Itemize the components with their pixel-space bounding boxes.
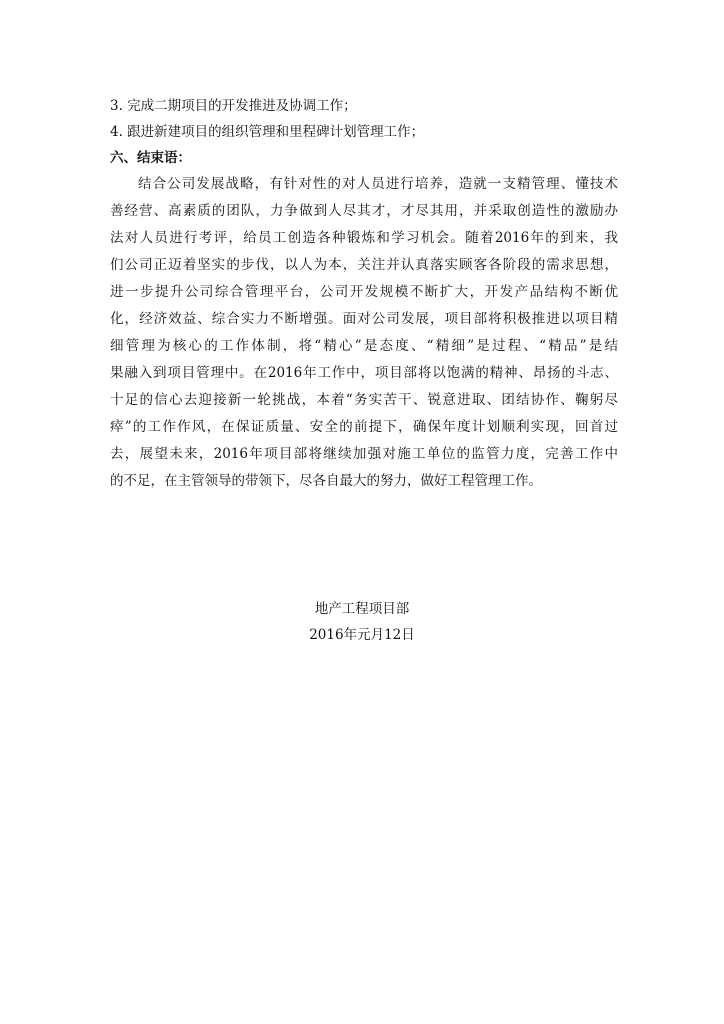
signature-date: 2016年元月12日 [309,627,415,643]
paragraph-line: 进一步提升公司综合管理平台，公司开发规模不断扩大，开发产品结构不断优 [110,284,618,300]
paragraph-line: 结合公司发展战略，有针对性的对人员进行培养，造就一支精管理、懂技术 [138,176,618,192]
conclusion-paragraph [110,171,618,495]
paragraph-line: 瘁”的工作作风，在保证质量、安全的前提下，确保年度计划顺利实现，回首过 [110,419,618,435]
signature-department: 地产工程项目部 [314,601,410,617]
paragraph-line: 细管理为核心的工作体制，将“精心”是态度、“精细”是过程、“精品”是结 [110,338,618,354]
document-body [110,93,618,495]
paragraph-line: 十足的信心去迎接新一轮挑战，本着“务实苦干、锐意进取、团结协作、鞠躬尽 [110,392,618,408]
section-heading-conclusion: 六、结束语： [110,150,191,166]
paragraph-line: 果融入到项目管理中。在2016年工作中，项目部将以饱满的精神、昂扬的斗志、 [110,365,618,381]
list-item-3: 3. 完成二期项目的开发推进及协调工作； [110,98,357,114]
paragraph-line: 的不足，在主管领导的带领下，尽各自最大的努力，做好工程管理工作。 [110,473,542,489]
paragraph-line: 们公司正迈着坚实的步伐，以人为本，关注并认真落实顾客各阶段的需求思想， [110,257,618,273]
paragraph-line: 法对人员进行考评，给员工创造各种锻炼和学习机会。随着2016年的到来，我 [110,230,618,246]
paragraph-line: 善经营、高素质的团队，力争做到人尽其才，才尽其用，并采取创造性的激励办 [110,203,618,219]
paragraph-line: 化，经济效益、综合实力不断增强。面对公司发展，项目部将积极推进以项目精 [110,311,618,327]
paragraph-line: 去，展望未来，2016年项目部将继续加强对施工单位的监管力度，完善工作中 [110,446,618,462]
list-item-4: 4. 跟进新建项目的组织管理和里程碑计划管理工作； [110,124,425,140]
